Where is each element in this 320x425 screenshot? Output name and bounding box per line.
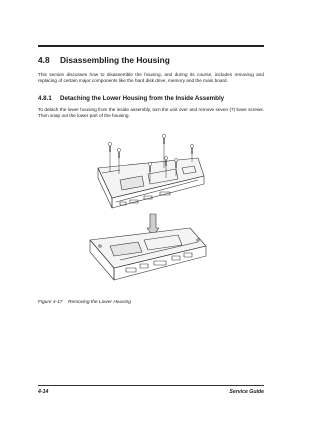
page-number: 4-14	[38, 389, 49, 395]
section-title: Disassembling the Housing	[60, 55, 170, 65]
lower-housing-illustration	[80, 128, 220, 298]
lower-housing-drawing	[90, 228, 206, 280]
subsection-title: Detaching the Lower Housing from the Inside Assembly	[60, 95, 225, 102]
subsection-number: 4.8.1	[38, 95, 52, 102]
top-rule	[38, 45, 264, 47]
figure-caption-text: Removing the Lower Housing	[68, 300, 131, 305]
subsection-heading	[38, 95, 264, 102]
section-number: 4.8	[38, 55, 50, 65]
section-intro-paragraph: This section discusses how to disassemble the housing, and during its course, includes removing and replacing of certain major components like the hard disk drive, memory and the main board.	[38, 72, 264, 84]
figure-caption	[38, 300, 131, 305]
section-heading	[38, 55, 264, 65]
subsection-instructions: To detach the lower housing from the inside assembly, turn the unit over and remove seven (7) base screws. Then snap out the lower part of the housing.	[38, 107, 264, 119]
guide-name: Service Guide	[229, 389, 264, 395]
figure-label: Figure 4-17	[38, 300, 63, 305]
bottom-rule	[38, 385, 264, 386]
